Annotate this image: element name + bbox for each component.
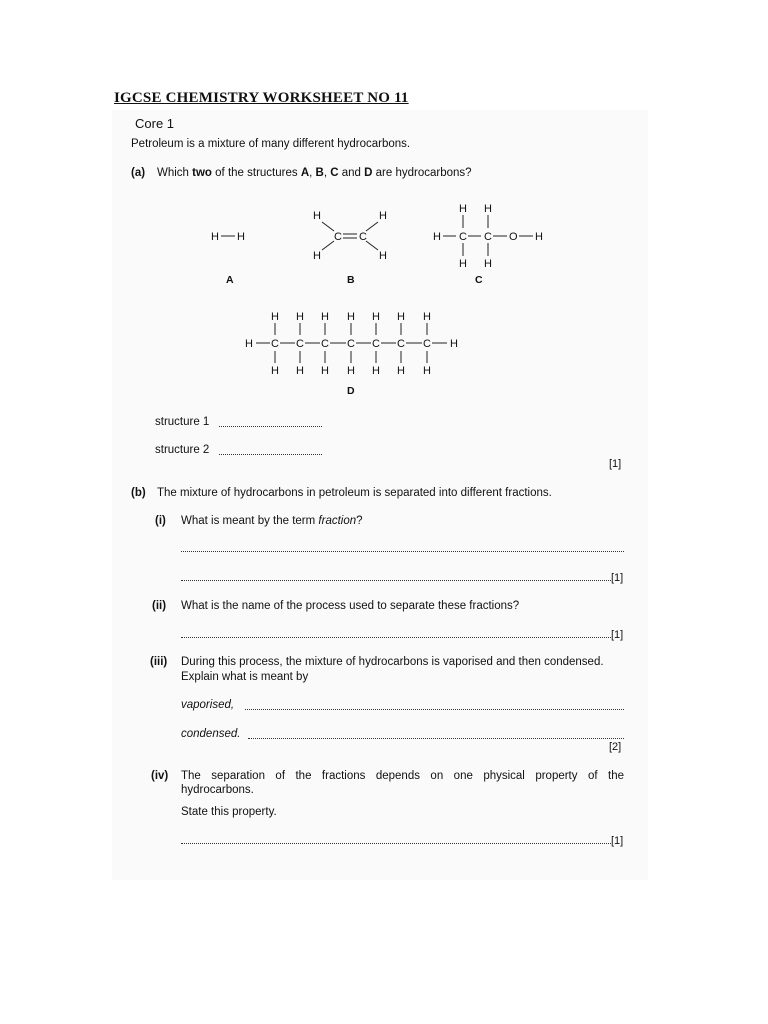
atom-h: H (450, 338, 458, 350)
structure-label-a: A (226, 274, 234, 286)
atom-h: H (372, 311, 380, 323)
atom-h: H (459, 203, 467, 215)
atom-o: O (509, 231, 518, 243)
structure-label-b: B (347, 274, 355, 286)
atom-c: C (334, 231, 342, 243)
atom-c: C (459, 231, 467, 243)
intro-text: Petroleum is a mixture of many different hydrocarbons. (131, 138, 411, 150)
part-b-iv-line-3: State this property. (181, 806, 277, 818)
atom-h: H (321, 365, 329, 377)
atom-c: C (347, 338, 355, 350)
atom-h: H (459, 258, 467, 270)
part-b-iii-label: (iii) (150, 656, 168, 668)
part-b-iv-label: (iv) (151, 770, 169, 782)
atom-h: H (347, 365, 355, 377)
part-a-label: (a) (131, 167, 146, 179)
vaporised-answer-line[interactable] (245, 709, 624, 710)
structure-d (245, 311, 458, 377)
atom-h: H (397, 311, 405, 323)
atom-h: H (535, 231, 543, 243)
atom-h: H (296, 365, 304, 377)
atom-c: C (372, 338, 380, 350)
section-heading: Core 1 (135, 116, 175, 131)
bond (366, 241, 378, 250)
part-b-ii-mark: [1] (611, 629, 624, 641)
condensed-answer-line[interactable] (248, 738, 624, 739)
part-b-i-question: What is meant by the term fraction? (181, 515, 363, 527)
structure-2-answer-line[interactable] (219, 454, 322, 455)
atom-h: H (271, 311, 279, 323)
atom-c: C (423, 338, 431, 350)
atom-h: H (484, 258, 492, 270)
part-b-i-label: (i) (155, 515, 166, 527)
atom-h: H (271, 365, 279, 377)
atom-h: H (211, 231, 219, 243)
part-b-ii-label: (ii) (152, 600, 167, 612)
atom-h: H (484, 203, 492, 215)
structure-label-c: C (475, 274, 483, 286)
part-b-intro: The mixture of hydrocarbons in petroleum is separated into different fractions. (157, 487, 552, 499)
structure-a (211, 231, 245, 286)
atom-c: C (321, 338, 329, 350)
atom-c: C (484, 231, 492, 243)
atom-h: H (379, 210, 387, 222)
atom-c: C (359, 231, 367, 243)
part-b-ii-question: What is the name of the process used to separate these fractions? (181, 600, 520, 612)
atom-h: H (321, 311, 329, 323)
part-b-label: (b) (131, 487, 146, 499)
part-b-i-answer-line-1[interactable] (181, 551, 624, 552)
part-b-iv-line-1: The separation of the fractions depends on one physical property of the (181, 770, 624, 782)
atom-h: H (379, 250, 387, 262)
vaporised-label: vaporised, (181, 699, 235, 711)
atom-h: H (347, 311, 355, 323)
structure-1-answer-line[interactable] (219, 426, 322, 427)
bond (322, 241, 334, 250)
part-b-iii-line-1: During this process, the mixture of hydrocarbons is vaporised and then condensed. (181, 656, 604, 668)
atom-h: H (237, 231, 245, 243)
atom-h: H (313, 210, 321, 222)
structure-2-label: structure 2 (155, 444, 210, 456)
atom-h: H (245, 338, 253, 350)
atom-h: H (313, 250, 321, 262)
atom-h: H (372, 365, 380, 377)
part-a-mark: [1] (609, 458, 622, 470)
atom-h: H (433, 231, 441, 243)
part-b-iv-line-2: hydrocarbons. (181, 784, 254, 796)
worksheet-title: IGCSE CHEMISTRY WORKSHEET NO 11 (114, 90, 409, 106)
structure-b (313, 210, 387, 286)
part-a-question: Which two of the structures A, B, C and D are hydrocarbons? (157, 167, 472, 179)
part-b-iii-line-2: Explain what is meant by (181, 671, 309, 683)
atom-h: H (423, 365, 431, 377)
atom-h: H (423, 311, 431, 323)
atom-h: H (397, 365, 405, 377)
part-b-iii-mark: [2] (609, 741, 622, 753)
atom-c: C (296, 338, 304, 350)
structure-c (433, 203, 543, 286)
part-b-ii-answer-line[interactable] (181, 637, 611, 638)
bond (366, 222, 378, 231)
structure-1-label: structure 1 (155, 416, 210, 428)
part-b-iv-answer-line[interactable] (181, 843, 611, 844)
part-b-i-mark: [1] (611, 572, 624, 584)
atom-c: C (397, 338, 405, 350)
structure-label-d: D (347, 385, 355, 397)
part-b-i-answer-line-2[interactable] (181, 580, 611, 581)
atom-c: C (271, 338, 279, 350)
condensed-label: condensed. (181, 728, 241, 740)
atom-h: H (296, 311, 304, 323)
part-b-iv-mark: [1] (611, 835, 624, 847)
bond (322, 222, 334, 231)
